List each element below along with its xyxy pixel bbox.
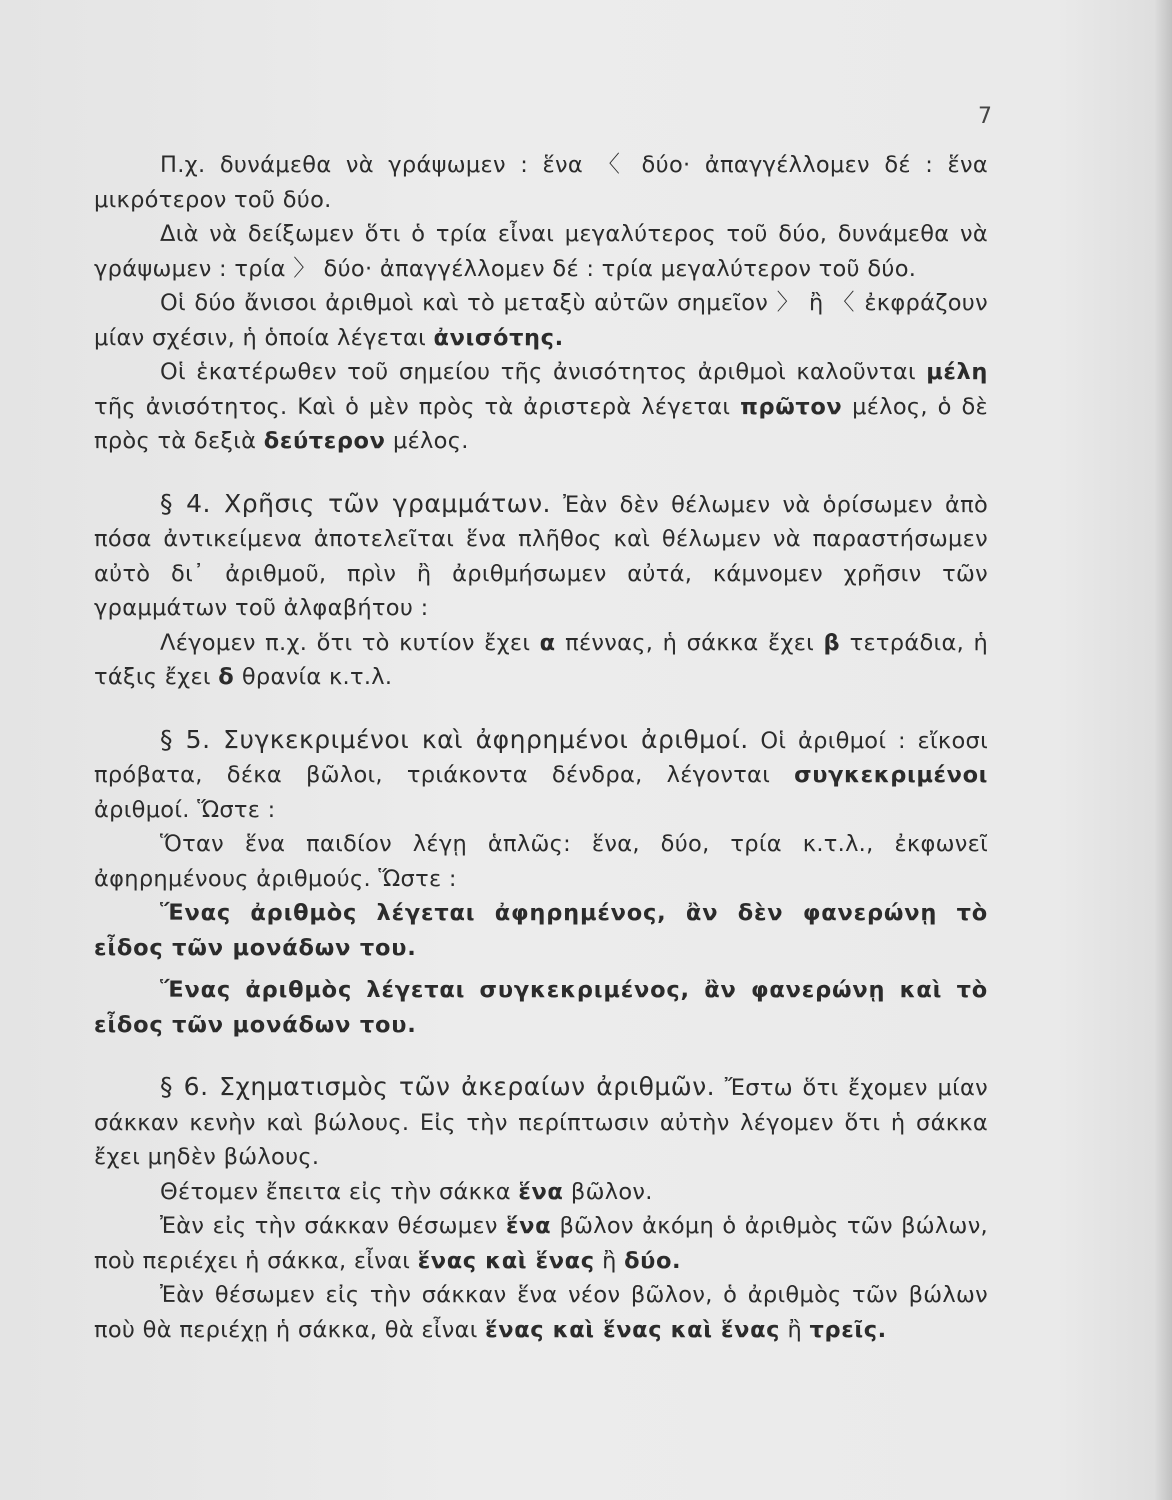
section-6 <box>94 1070 988 1347</box>
section-6-line-4 <box>94 1278 988 1347</box>
s6-l2-text-2: βῶλον. <box>570 1178 653 1205</box>
page-edge-shadow <box>1154 0 1172 1500</box>
section-4-title: § 4. Χρῆσις τῶν γραμμάτων. <box>160 488 551 518</box>
s6-l3-text-2: βῶλον ἀκόμη ὁ ἀριθμὸς τῶν βώλων, ποὺ περιέχει ἡ σάκκα, εἶναι <box>94 1213 989 1274</box>
term-concrete: συγκεκριμένοι <box>794 762 988 788</box>
letter-alpha: α <box>539 629 556 656</box>
section-4-example <box>94 626 988 695</box>
section-4 <box>94 487 988 695</box>
section-6-text: Ἔστω ὅτι ἔχομεν μίαν σάκκαν κενὴν καὶ βώλους. Εἰς τὴν περίπτωσιν αὐτὴν λέγομεν ὅτι ἡ σάκκα ἔχει μηδὲν βώλους. <box>94 1075 988 1170</box>
inequality-text: Οἱ δύο ἄνισοι ἀριθμοὶ καὶ τὸ μεταξὺ αὐτῶν σημεῖον 〉 ἢ 〈 ἐκφράζουν μίαν σχέσιν, ἡ ὁποία λέγεται <box>94 290 988 351</box>
section-6-line-2 <box>94 1175 988 1210</box>
section-5-text-1: Οἱ ἀριθμοί : εἴκοσι πρόβατα, δέκα βῶλοι, τριάκοντα δένδρα, λέγονται <box>94 727 988 788</box>
section-5-paragraph-2: Ὅταν ἕνα παιδίον λέγῃ ἁπλῶς: ἕνα, δύο, τρία κ.τ.λ., ἐκφωνεῖ ἀφηρημένους ἀριθμούς. Ὥστε : <box>94 831 988 892</box>
letter-delta: δ <box>218 664 235 690</box>
s6-l2-text-1: Θέτομεν ἔπειτα εἰς τὴν σάκκα <box>160 1178 511 1205</box>
section-5-text-2: ἀριθμοί. Ὥστε : <box>94 796 276 823</box>
page-number: 7 <box>978 104 992 129</box>
term-one: ἕνα <box>518 1178 564 1205</box>
term-three: τρεῖς. <box>809 1316 887 1343</box>
term-one-one-one: ἕνας καὶ ἕνας καὶ ἕνας <box>485 1316 781 1343</box>
letter-beta: β <box>823 629 841 656</box>
members-text-3: μέλος, ὁ δὲ πρὸς τὰ δεξιὰ <box>94 393 989 454</box>
s6-l4-or: ἢ <box>787 1316 803 1343</box>
rule-concrete-number: Ἕνας ἀριθμὸς λέγεται συγκεκριμένος, ἂν φανερώνῃ καὶ τὸ εἶδος τῶν μονάδων του. <box>94 977 988 1038</box>
section-6-paragraph <box>94 1070 988 1175</box>
term-second: δεύτερον <box>263 428 386 454</box>
term-one-2: ἕνα <box>506 1213 552 1239</box>
term-two: δύο. <box>624 1247 682 1274</box>
page-body <box>94 148 988 1347</box>
section-5-paragraph <box>94 723 988 828</box>
members-text-1: Οἱ ἑκατέρωθεν τοῦ σημείου τῆς ἀνισότητος ἀριθμοὶ καλοῦνται <box>160 359 916 385</box>
term-members: μέλη <box>926 359 988 385</box>
term-first: πρῶτον <box>740 393 843 420</box>
paragraph-example-greater: Διὰ νὰ δείξωμεν ὅτι ὁ τρία εἶναι μεγαλύτερος τοῦ δύο, δυνάμεθα νὰ γράψωμεν : τρία 〉 δύο· ἀπαγγέλλομεν δέ : τρία μεγαλύτερον τοῦ δύο. <box>94 221 988 282</box>
members-text-4: μέλος. <box>392 428 469 454</box>
section-5-title: § 5. Συγκεκριμένοι καὶ ἀφηρημένοι ἀριθμοί. <box>160 724 749 754</box>
section-6-title: § 6. Σχηματισμὸς τῶν ἀκεραίων ἀριθμῶν. <box>160 1072 716 1101</box>
paragraph-example-less: Π.χ. δυνάμεθα νὰ γράψωμεν : ἕνα 〈 δύο· ἀπαγγέλλομεν δέ : ἕνα μικρότερον τοῦ δύο. <box>94 152 988 213</box>
s6-l4-text-1: Ἐὰν θέσωμεν εἰς τὴν σάκκαν ἕνα νέον βῶλον, ὁ ἀριθμὸς τῶν βώλων ποὺ θὰ περιέχῃ ἡ σάκκα, θὰ εἶναι <box>94 1282 988 1343</box>
example-text-3: τετράδια, ἡ τάξις ἔχει <box>94 629 989 690</box>
term-one-and-one: ἕνας καὶ ἕνας <box>417 1247 595 1274</box>
paragraph-members <box>94 355 988 459</box>
paragraph-inequality <box>94 286 988 355</box>
example-text-4: θρανία κ.τ.λ. <box>241 664 393 690</box>
section-5 <box>94 723 988 1043</box>
rule-abstract-number: Ἕνας ἀριθμὸς λέγεται ἀφηρημένος, ἂν δὲν φανερώνῃ τὸ εἶδος τῶν μονάδων του. <box>94 900 988 961</box>
example-text-1: Λέγομεν π.χ. ὅτι τὸ κυτίον ἔχει <box>160 629 531 656</box>
s6-l3-or: ἢ <box>602 1247 617 1274</box>
section-6-line-3 <box>94 1209 988 1278</box>
example-text-2: πέννας, ἡ σάκκα ἔχει <box>565 629 815 656</box>
s6-l3-text-1: Ἐὰν εἰς τὴν σάκκαν θέσωμεν <box>160 1213 498 1239</box>
section-4-text: Ἐὰν δὲν θέλωμεν νὰ ὁρίσωμεν ἀπὸ πόσα ἀντικείμενα ἀποτελεῖται ἕνα πλῆθος καὶ θέλωμεν νὰ παραστήσωμεν αὐτὸ δι᾿ ἀριθμοῦ, πρὶν ἢ ἀριθμήσωμεν αὐτά, κάμνομεν χρῆσιν τῶν γραμμάτων τοῦ ἀλφαβήτου : <box>94 491 989 621</box>
section-4-paragraph <box>94 487 988 626</box>
term-inequality: ἀνισότης. <box>433 324 564 351</box>
members-text-2: τῆς ἀνισότητος. Καὶ ὁ μὲν πρὸς τὰ ἀριστερὰ λέγεται <box>94 393 731 420</box>
